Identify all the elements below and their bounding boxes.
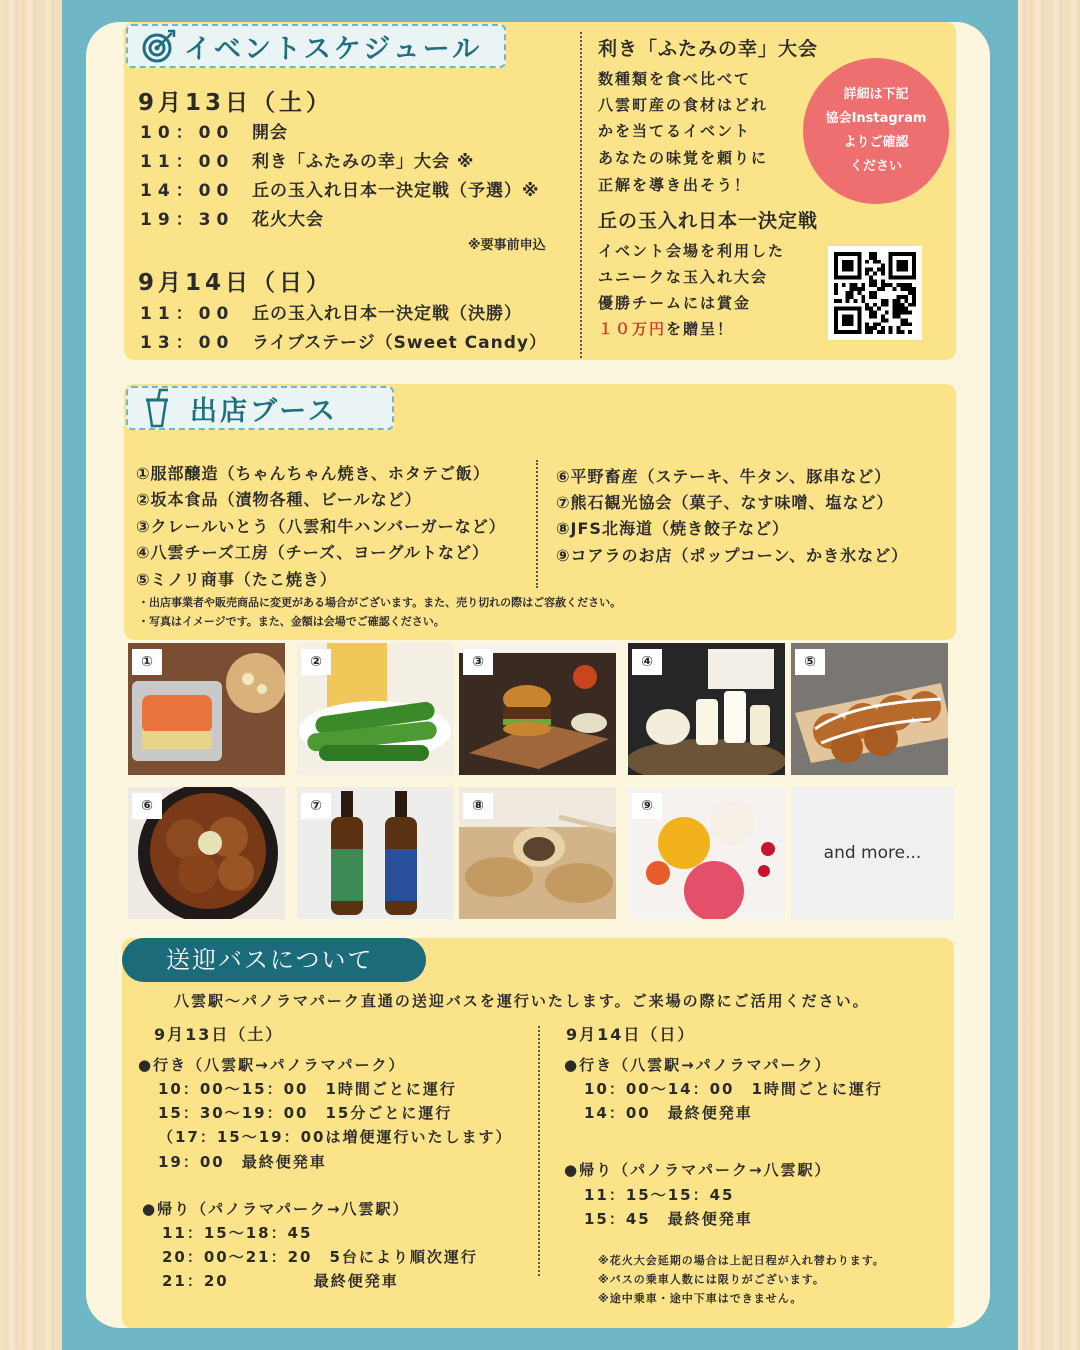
booth-item: ③クレールいとう（八雲和牛ハンバーガーなど） <box>136 517 506 536</box>
day1-date: 9月13日（土） <box>138 90 334 116</box>
photo-takoyaki <box>791 643 948 775</box>
day2-date: 9月14日（日） <box>138 270 334 296</box>
booth-item: ⑨コアラのお店（ポップコーン、かき氷など） <box>556 546 909 565</box>
booth-item: ⑦熊石観光協会（菓子、なす味噌、塩など） <box>556 493 894 512</box>
booth-panel <box>124 384 956 640</box>
photo-salmon-rice <box>128 643 285 775</box>
drink-cup-icon <box>142 388 172 428</box>
target-icon <box>142 29 176 63</box>
booth-divider <box>536 460 538 588</box>
bus-line: 20：00〜21：20 5台により順次運行 <box>162 1248 478 1266</box>
tamaire-line: ユニークな玉入れ大会 <box>598 268 769 286</box>
day2-row: 13：00 ライブステージ（Sweet Candy） <box>140 333 547 353</box>
photo-label: ③ <box>463 649 493 675</box>
bus-note: ※花火大会延期の場合は上記日程が入れ替わります。 <box>598 1254 885 1267</box>
bus-day2-date: 9月14日（日） <box>566 1025 696 1044</box>
photo-cheese <box>628 643 785 775</box>
bus-day1-go-title: ●行き（八雲駅→パノラマパーク） <box>138 1056 406 1074</box>
schedule-title: イベントスケジュール <box>184 33 483 65</box>
contest-line: 八雲町産の食材はどれ <box>598 96 769 114</box>
bus-day2-back-title: ●帰り（パノラマパーク→八雲駅） <box>564 1161 832 1179</box>
photo-gyoza <box>459 787 616 919</box>
bus-divider <box>538 1026 540 1276</box>
bus-line: （17：15〜19：00は増便運行いたします） <box>158 1128 513 1146</box>
booth-item: ⑧JFS北海道（焼き餃子など） <box>556 519 789 538</box>
booth-note: ・出店事業者や販売商品に変更がある場合がございます。また、売り切れの際はご容赦ください。 <box>138 596 622 609</box>
prize-amount: １０万円 <box>598 320 667 338</box>
photo-label: ⑤ <box>795 649 825 675</box>
booth-item: ①服部醸造（ちゃんちゃん焼き、ホタテご飯） <box>136 464 490 483</box>
bus-note: ※バスの乗車人数には限りがございます。 <box>598 1273 825 1286</box>
photo-label: ⑨ <box>632 793 662 819</box>
bus-line: 10：00〜15：00 1時間ごとに運行 <box>158 1080 457 1098</box>
bus-line: 10：00〜14：00 1時間ごとに運行 <box>584 1080 883 1098</box>
day1-row: 11：00 利き「ふたみの幸」大会 ※ <box>140 152 475 172</box>
bus-day1-back-title: ●帰り（パノラマパーク→八雲駅） <box>142 1200 410 1218</box>
booth-note: ・写真はイメージです。また、金額は会場でご確認ください。 <box>138 615 445 628</box>
tamaire-title: 丘の玉入れ日本一決定戦 <box>598 210 819 232</box>
photo-label: ① <box>132 649 162 675</box>
photo-label: ② <box>301 649 331 675</box>
photo-label: ⑦ <box>301 793 331 819</box>
and-more-tile: and more... <box>791 787 954 919</box>
bus-line: 14：00 最終便発車 <box>584 1104 753 1122</box>
tamaire-prize <box>598 318 734 339</box>
tamaire-line: 優勝チームには賞金 <box>598 294 752 312</box>
contest-title: 利き「ふたみの幸」大会 <box>598 38 819 60</box>
tamaire-line: イベント会場を利用した <box>598 242 786 260</box>
contest-line: あなたの味覚を頼りに <box>598 149 769 167</box>
instagram-badge: 詳細は下記 協会Instagram よりご確認 ください <box>803 58 949 204</box>
schedule-divider <box>580 32 582 358</box>
bus-note: ※途中乗車・途中下車はできません。 <box>598 1292 803 1305</box>
booth-item: ②坂本食品（漬物各種、ビールなど） <box>136 490 422 509</box>
booth-item: ⑤ミノリ商事（たこ焼き） <box>136 570 337 589</box>
prize-text: を贈呈！ <box>666 320 735 338</box>
qr-code[interactable] <box>828 246 922 340</box>
bus-line: 21：20 最終便発車 <box>162 1272 399 1290</box>
day2-row: 11：00 丘の玉入れ日本一決定戦（決勝） <box>140 304 522 324</box>
bus-line: 19：00 最終便発車 <box>158 1153 327 1171</box>
contest-line: かを当てるイベント <box>598 122 752 140</box>
bus-line: 11：15〜18：45 <box>162 1224 313 1242</box>
contest-line: 数種類を食べ比べて <box>598 70 752 88</box>
booth-title: 出店ブース <box>190 395 338 427</box>
photo-label: ⑥ <box>132 793 162 819</box>
photo-pork-bowl <box>128 787 285 919</box>
photo-burger <box>459 643 616 775</box>
bus-title: 送迎バスについて <box>122 938 426 982</box>
booth-title-tag <box>126 386 394 430</box>
day1-row: 19：30 花火大会 <box>140 210 324 230</box>
bus-day1-date: 9月13日（土） <box>154 1025 284 1044</box>
pre-registration-note: ※要事前申込 <box>468 238 546 253</box>
bus-panel <box>122 938 954 1328</box>
photo-pickles-beer <box>297 643 454 775</box>
bus-line: 11：15〜15：45 <box>584 1186 735 1204</box>
bus-day2-go-title: ●行き（八雲駅→パノラマパーク） <box>564 1056 832 1074</box>
photo-twin-bears-beer <box>297 787 454 919</box>
photo-shaved-ice <box>628 787 785 919</box>
bus-line: 15：45 最終便発車 <box>584 1210 753 1228</box>
day1-row: 14：00 丘の玉入れ日本一決定戦（予選）※ <box>140 181 540 201</box>
bus-line: 15：30〜19：00 15分ごとに運行 <box>158 1104 453 1122</box>
day1-row: 10：00 開会 <box>140 123 288 143</box>
photo-label: ④ <box>632 649 662 675</box>
bus-intro: 八雲駅〜パノラマパーク直通の送迎バスを運行いたします。ご来場の際にご活用ください。 <box>174 992 870 1010</box>
contest-line: 正解を導き出そう！ <box>598 176 752 194</box>
photo-label: ⑧ <box>463 793 493 819</box>
booth-item: ④八雲チーズ工房（チーズ、ヨーグルトなど） <box>136 543 489 562</box>
schedule-title-tag <box>126 24 506 68</box>
schedule-panel <box>124 22 956 360</box>
booth-item: ⑥平野畜産（ステーキ、牛タン、豚串など） <box>556 467 892 486</box>
